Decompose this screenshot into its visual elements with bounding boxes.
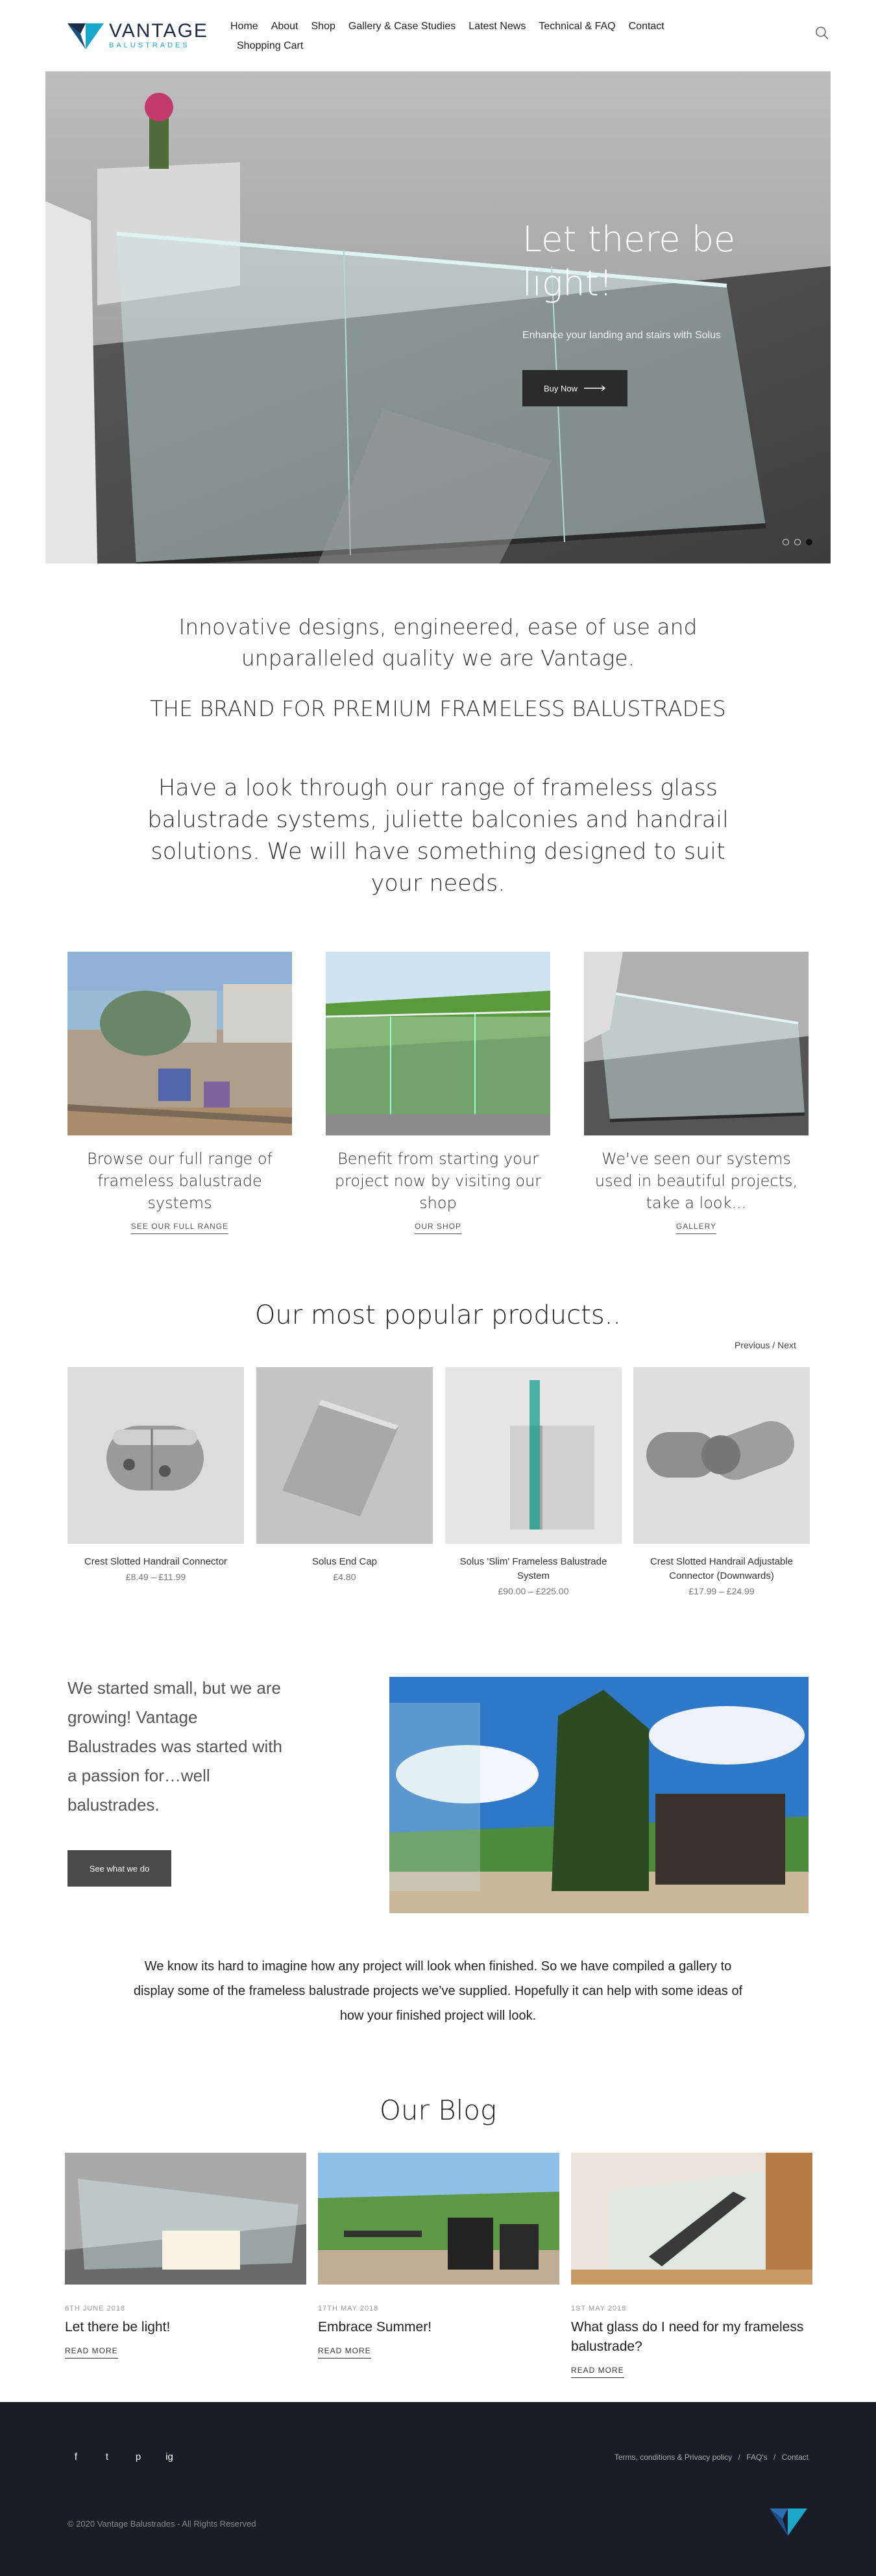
nav-contact[interactable]: Contact bbox=[628, 21, 664, 32]
hero-slider bbox=[45, 71, 831, 564]
blog-post bbox=[571, 2153, 812, 2378]
read-more-link[interactable]: READ MORE bbox=[318, 2346, 371, 2359]
facebook-icon[interactable]: f bbox=[74, 2451, 78, 2462]
blog-post-image[interactable] bbox=[571, 2153, 812, 2285]
blog-post-image[interactable] bbox=[65, 2153, 306, 2285]
nav-technical-faq[interactable]: Technical & FAQ bbox=[539, 21, 616, 32]
hero-subtitle: Enhance your landing and stairs with Solus bbox=[522, 330, 721, 341]
product-card[interactable] bbox=[633, 1367, 810, 1596]
site-footer bbox=[0, 2402, 876, 2576]
feature-card-gallery bbox=[584, 952, 809, 1234]
site-header bbox=[0, 0, 876, 70]
pinterest-icon[interactable]: p bbox=[135, 2451, 141, 2462]
slider-dot[interactable] bbox=[783, 539, 789, 545]
nav-home[interactable]: Home bbox=[230, 21, 258, 32]
slider-dot-active[interactable] bbox=[806, 539, 812, 545]
product-price: £4.80 bbox=[333, 1572, 356, 1582]
feature-text-range: Browse our full range of frameless balustrade systems bbox=[87, 1150, 273, 1212]
product-name[interactable]: Crest Slotted Handrail Adjustable Connector (Downwards) bbox=[650, 1556, 794, 1581]
copyright: © 2020 Vantage Balustrades - All Rights Reserved bbox=[67, 2519, 256, 2529]
products-pager bbox=[735, 1340, 796, 1350]
blog-post-image[interactable] bbox=[318, 2153, 559, 2285]
product-price: £90.00 – £225.00 bbox=[498, 1586, 569, 1596]
buy-now-label: Buy Now bbox=[543, 383, 578, 393]
feature-card-range bbox=[67, 952, 292, 1234]
see-what-we-do-button[interactable]: See what we do bbox=[67, 1850, 171, 1887]
logo-sub: BALUSTRADES bbox=[109, 42, 190, 49]
see-full-range-link[interactable]: SEE OUR FULL RANGE bbox=[131, 1222, 228, 1234]
contact-link[interactable]: Contact bbox=[781, 2453, 809, 2462]
our-shop-link[interactable]: OUR SHOP bbox=[415, 1222, 461, 1234]
feature-text-gallery: We've seen our systems used in beautiful projects, take a look... bbox=[594, 1150, 798, 1212]
nav-latest-news[interactable]: Latest News bbox=[468, 21, 526, 32]
blog-post-date: 6TH JUNE 2018 bbox=[65, 2305, 126, 2312]
buy-now-button[interactable] bbox=[522, 370, 627, 406]
story-text: We started small, but we are growing! Vantage Balustrades was started with a passion for…well balustrades. bbox=[67, 1678, 282, 1814]
social-links bbox=[70, 2451, 175, 2463]
feature-text-shop: Benefit from starting your project now by visiting our shop bbox=[334, 1150, 542, 1212]
blog-post-title[interactable]: Let there be light! bbox=[65, 2320, 171, 2334]
footer-separator: / bbox=[773, 2453, 776, 2462]
product-price: £8.49 – £11.99 bbox=[125, 1572, 186, 1582]
story-image bbox=[389, 1677, 809, 1913]
main-nav bbox=[230, 17, 736, 56]
products-next[interactable]: Next bbox=[777, 1340, 796, 1350]
blog-post-date: 1ST MAY 2018 bbox=[571, 2305, 627, 2312]
logo-mark-icon bbox=[66, 21, 105, 51]
feature-card-shop bbox=[326, 952, 550, 1234]
blog-post bbox=[318, 2153, 559, 2359]
products-separator: / bbox=[772, 1340, 775, 1350]
blog-title: Our Blog bbox=[379, 2094, 497, 2126]
feature-image-shop[interactable] bbox=[326, 952, 550, 1135]
product-image-adjustable-connector[interactable] bbox=[633, 1367, 810, 1544]
nav-gallery[interactable]: Gallery & Case Studies bbox=[348, 21, 456, 32]
intro-line-3: Have a look through our range of frameless glass balustrade systems, juliette balconies and handrail solutions. We will have something designed to suit your needs. bbox=[147, 775, 729, 897]
blog-post-title[interactable]: What glass do I need for my frameless balustrade? bbox=[571, 2320, 804, 2354]
hero-title: Let there be light! bbox=[522, 219, 736, 304]
intro-line-2: THE BRAND FOR PREMIUM FRAMELESS BALUSTRADES bbox=[150, 696, 726, 721]
faq-link[interactable]: FAQ's bbox=[746, 2453, 768, 2462]
arrow-right-icon bbox=[584, 385, 606, 391]
terms-link[interactable]: Terms, conditions & Privacy policy bbox=[614, 2453, 733, 2462]
footer-logo-icon[interactable] bbox=[768, 2505, 809, 2537]
nav-about[interactable]: About bbox=[271, 21, 298, 32]
read-more-link[interactable]: READ MORE bbox=[571, 2366, 624, 2378]
footer-links bbox=[584, 2453, 809, 2462]
slider-dots bbox=[783, 539, 812, 545]
product-name[interactable]: Solus End Cap bbox=[311, 1556, 378, 1567]
nav-shopping-cart[interactable]: Shopping Cart bbox=[237, 40, 304, 51]
blog-post bbox=[65, 2153, 306, 2359]
search-icon[interactable] bbox=[815, 26, 829, 40]
twitter-icon[interactable]: t bbox=[105, 2451, 109, 2462]
product-price: £17.99 – £24.99 bbox=[688, 1586, 755, 1596]
feature-image-range[interactable] bbox=[67, 952, 292, 1135]
product-card[interactable] bbox=[67, 1367, 244, 1582]
hero-image bbox=[45, 71, 831, 564]
product-image-end-cap[interactable] bbox=[256, 1367, 433, 1544]
products-previous[interactable]: Previous bbox=[735, 1340, 770, 1350]
blog-post-title[interactable]: Embrace Summer! bbox=[318, 2320, 432, 2334]
gallery-link[interactable]: GALLERY bbox=[676, 1222, 716, 1234]
blog-post-date: 17TH MAY 2018 bbox=[318, 2305, 379, 2312]
instagram-icon[interactable]: ig bbox=[165, 2451, 173, 2462]
slider-dot[interactable] bbox=[794, 539, 801, 545]
product-image-slim-system[interactable] bbox=[445, 1367, 622, 1544]
logo[interactable] bbox=[66, 19, 209, 52]
read-more-link[interactable]: READ MORE bbox=[65, 2346, 118, 2359]
product-card[interactable] bbox=[445, 1367, 622, 1596]
feature-image-gallery[interactable] bbox=[584, 952, 809, 1135]
popular-products-title: Our most popular products.. bbox=[254, 1300, 622, 1330]
product-image-connector[interactable] bbox=[67, 1367, 244, 1544]
footer-separator: / bbox=[738, 2453, 740, 2462]
intro-line-1: Innovative designs, engineered, ease of use and unparalleled quality we are Vantage. bbox=[178, 614, 698, 671]
product-card[interactable] bbox=[256, 1367, 433, 1582]
logo-name: VANTAGE bbox=[109, 20, 208, 42]
nav-shop[interactable]: Shop bbox=[311, 21, 335, 32]
product-name[interactable]: Solus 'Slim' Frameless Balustrade System bbox=[459, 1556, 607, 1581]
product-name[interactable]: Crest Slotted Handrail Connector bbox=[84, 1556, 228, 1567]
gallery-intro-text: We know its hard to imagine how any project will look when finished. So we have compiled a gallery to display some of the frameless balustrade projects we’ve supplied. Hopefully it can help with some ideas of how your finished project will look. bbox=[133, 1959, 743, 2023]
